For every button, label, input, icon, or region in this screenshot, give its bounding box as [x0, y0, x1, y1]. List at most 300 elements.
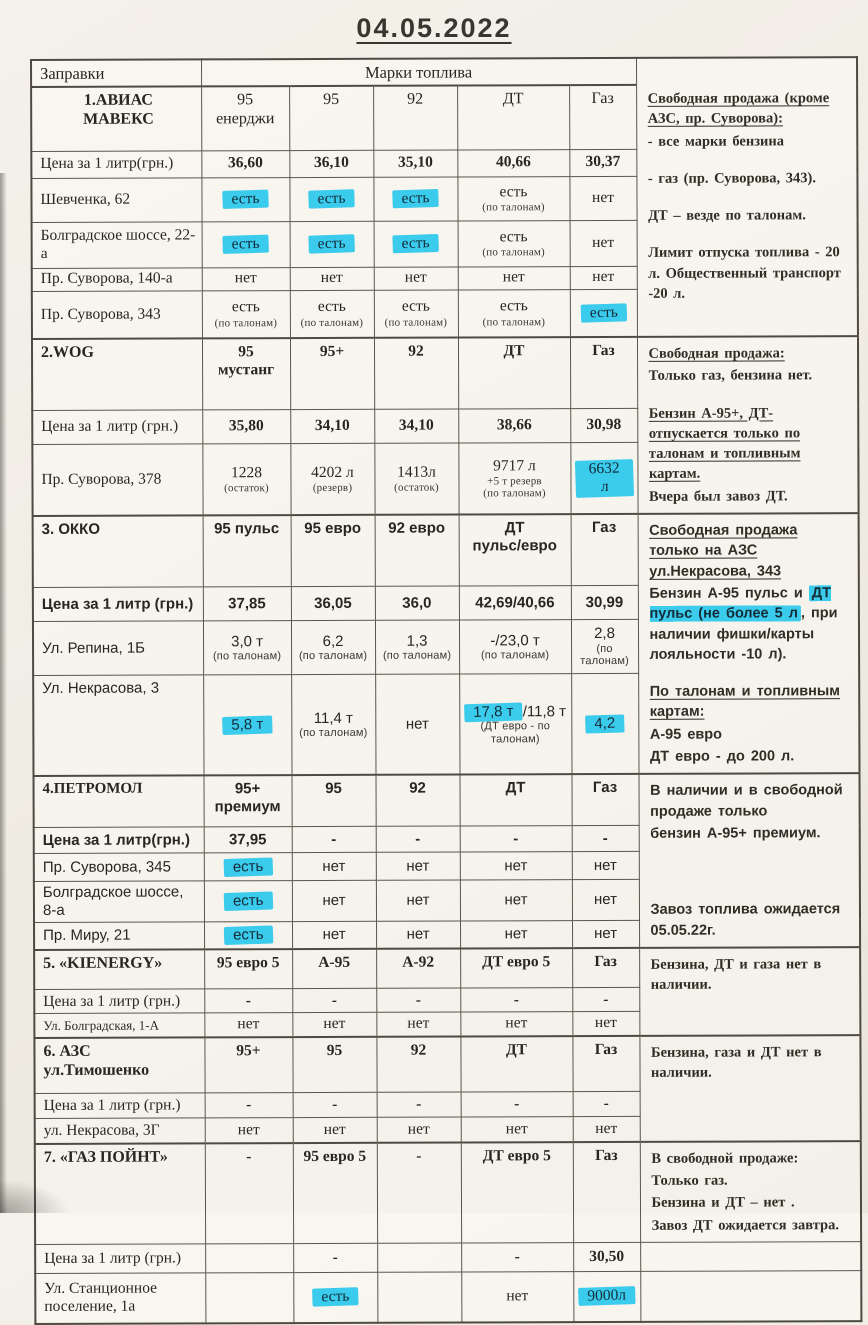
value-cell [458, 220, 570, 266]
cell-value [464, 857, 567, 875]
note-paragraph [650, 681, 851, 722]
cell-value [294, 154, 369, 173]
cell-value [380, 891, 455, 909]
cell-value [297, 1121, 372, 1140]
value-text: нет [323, 1015, 345, 1032]
note-paragraph [649, 403, 850, 485]
value-cell [292, 1013, 376, 1037]
cell-value [576, 891, 634, 909]
price-cell [457, 149, 569, 176]
station-cell: Шевченка, 62 [31, 177, 201, 222]
value-text: 9717 л [493, 457, 536, 474]
cell-subtext: (по талонам) [208, 650, 287, 663]
fuel-type-cell: ДТ [460, 1036, 572, 1092]
price-label: Цена за 1 литр (грн.) [32, 410, 202, 445]
cell-value [209, 992, 288, 1011]
price-cell [569, 149, 636, 176]
value-cell [292, 921, 376, 949]
value-text: - [603, 991, 608, 1008]
table-row [32, 336, 858, 410]
notes-petromol [639, 773, 861, 947]
cell-value [209, 1096, 288, 1115]
station-cell: Ул. Станционное поселение, 1а [35, 1273, 205, 1324]
station-cell: Пр. Суворова, 378 [32, 444, 202, 516]
highlighted-value: есть [392, 234, 439, 254]
notes-text [651, 1042, 852, 1083]
fuel-availability-table [30, 56, 862, 1324]
price-cell [373, 150, 457, 177]
note-span: бензин А-95+ премиум. [650, 825, 820, 842]
value-cell [376, 921, 460, 949]
value-text: 30,98 [586, 416, 621, 433]
fuel-type-cell: ДТ [458, 337, 570, 409]
value-cell [570, 289, 637, 337]
value-cell [376, 852, 460, 880]
value-text: 35,10 [398, 154, 433, 171]
notes-text [648, 343, 849, 507]
cell-value [379, 463, 454, 482]
cell-value [207, 595, 286, 613]
value-cell [461, 1117, 573, 1142]
table-row [35, 1141, 861, 1245]
value-cell [570, 443, 637, 515]
value-text: 30,99 [586, 594, 624, 611]
highlighted-value: есть [223, 891, 272, 910]
price-cell [460, 988, 572, 1012]
value-text: нет [408, 1121, 430, 1138]
value-cell [457, 176, 569, 220]
value-text: 36,0 [402, 594, 431, 611]
fuel-type-cell: Газ [572, 774, 639, 825]
notes-empty [640, 1271, 861, 1322]
price-cell [572, 988, 639, 1012]
price-cell [461, 1243, 573, 1272]
cell-value [577, 1120, 635, 1138]
highlighted-value: есть [224, 925, 273, 944]
fuel-type-cell: Газ [573, 1142, 640, 1243]
value-cell [374, 443, 458, 515]
cell-value [378, 234, 453, 253]
cell-value [464, 891, 567, 909]
cell-value [294, 298, 369, 317]
value-text: - [333, 1249, 338, 1266]
cell-value [464, 703, 567, 721]
cell-value [577, 1095, 635, 1113]
highlighted-value: 4,2 [585, 714, 624, 733]
cell-value [466, 1287, 569, 1306]
fuel-type-cell: 95 евро [291, 515, 375, 587]
price-label: Цена за 1 литр (грн.) [33, 587, 203, 621]
value-cell [290, 267, 374, 290]
value-text: 37,85 [228, 595, 266, 612]
value-cell [293, 1118, 377, 1143]
cell-subtext: (остаток) [207, 482, 286, 495]
table-row [35, 1242, 861, 1274]
scanned-document [0, 13, 868, 1213]
value-cell [461, 1272, 573, 1322]
price-cell [374, 409, 458, 444]
cell-value [574, 153, 632, 171]
cell-value [209, 1016, 288, 1035]
value-text: нет [504, 857, 527, 874]
price-cell [377, 1092, 461, 1117]
value-text: 1,3 [407, 632, 428, 649]
cell-value [207, 417, 286, 436]
cell-value [462, 268, 565, 287]
cell-value [207, 464, 286, 483]
value-cell [289, 177, 373, 221]
value-text: нет [407, 926, 430, 943]
notes-kienergy [639, 947, 860, 1036]
fuel-type-cell: 95+ [204, 1037, 292, 1093]
table-row [33, 513, 859, 588]
cell-value [295, 417, 370, 436]
note-span: ДТ евро - до 200 л. [650, 748, 794, 765]
value-cell [292, 853, 376, 881]
cell-value [380, 830, 455, 848]
notes-avias [636, 57, 858, 337]
cell-subtext: (по талонам) [294, 317, 369, 330]
value-text: - [603, 830, 608, 847]
value-cell [377, 1117, 461, 1142]
cell-value [465, 1120, 568, 1139]
value-text: 34,10 [399, 417, 434, 434]
value-text: нет [406, 892, 429, 909]
notes-text [651, 1148, 852, 1236]
value-text: есть [402, 298, 430, 315]
price-cell [292, 989, 376, 1013]
note-span: Бензина, газа и ДТ нет в наличии. [651, 1044, 822, 1081]
value-text: 6,2 [323, 632, 344, 649]
cell-value [209, 926, 288, 944]
fuel-type-cell: А-92 [376, 948, 460, 988]
value-cell [374, 221, 458, 267]
value-text: 2,8 [594, 625, 615, 642]
value-cell [376, 1012, 460, 1036]
cell-subtext: (резерв) [295, 482, 370, 495]
note-paragraph [649, 486, 850, 507]
cell-value [464, 830, 567, 848]
note-span: Лимит отпуска топлива - 20 л. Общественный транспорт -20 л. [648, 245, 841, 302]
value-text: нет [592, 234, 614, 251]
station-cell: Ул. Некрасова, 3 [33, 675, 203, 776]
value-text: нет [594, 925, 617, 942]
fuel-type-cell: 95 пульс [203, 515, 291, 587]
cell-subtext: (по талонам) [576, 643, 634, 668]
price-label: Цена за 1 литр (грн.) [34, 989, 204, 1014]
value-text: нет [505, 1015, 527, 1032]
fuel-type-cell: ДТ [460, 774, 572, 825]
cell-value [297, 926, 372, 944]
value-cell [201, 177, 289, 221]
section-title: 7. «ГАЗ ПОЙНТ» [35, 1143, 205, 1244]
fuel-type-cell: Газ [571, 514, 638, 586]
price-cell [201, 150, 289, 177]
cell-value [380, 857, 455, 875]
highlighted-value: 5,8 т [222, 715, 272, 734]
cell-value [208, 892, 287, 910]
price-cell [290, 409, 374, 444]
note-span: Бензина и ДТ – нет . [651, 1195, 794, 1211]
value-text: - [246, 992, 251, 1009]
section-title: 2.WOG [32, 338, 202, 410]
notes-text [650, 780, 851, 940]
table-row [34, 773, 860, 827]
value-cell [373, 177, 457, 221]
note-span: Только газ, бензина нет. [649, 368, 813, 385]
price-cell [291, 587, 375, 621]
price-cell [570, 408, 637, 443]
highlighted-value: есть [392, 189, 439, 209]
station-cell: Ул. Болградская, 1-А [34, 1013, 204, 1038]
price-label: Цена за 1 литр(грн.) [31, 150, 201, 178]
fuel-type-cell: 95 евро 5 [204, 949, 292, 989]
cell-value [381, 1120, 456, 1139]
notes-wog [637, 336, 859, 514]
value-cell [204, 853, 292, 881]
fuel-type-cell: Газ [570, 337, 637, 409]
value-cell [202, 221, 290, 267]
value-cell [374, 267, 458, 290]
value-cell [202, 267, 290, 290]
value-text: есть [499, 183, 527, 200]
stations-header: Заправки [31, 59, 201, 87]
price-cell [293, 1243, 377, 1272]
value-text: 4202 л [311, 464, 354, 481]
cell-value [295, 464, 370, 483]
highlighted-value: есть [580, 303, 627, 323]
value-text: есть [500, 228, 528, 245]
value-text: нет [323, 926, 346, 943]
section-title: 3. ОККО [33, 515, 203, 587]
value-cell [460, 852, 572, 880]
value-cell [374, 290, 458, 338]
note-span: ДТ – везде по талонам. [648, 207, 806, 224]
price-cell [292, 826, 376, 853]
price-cell [572, 825, 639, 852]
value-cell [291, 675, 375, 776]
cell-value [294, 235, 369, 254]
cell-value [465, 1015, 568, 1034]
note-paragraph [652, 1215, 853, 1236]
value-text: 35,80 [229, 418, 264, 435]
value-text: -/23,0 т [490, 632, 539, 649]
value-text: 11,4 т [314, 710, 353, 727]
value-text: нет [592, 268, 614, 285]
cell-value [295, 595, 370, 613]
value-text: нет [505, 925, 528, 942]
value-cell [204, 881, 292, 922]
value-cell [458, 266, 570, 289]
value-text: - [604, 1095, 609, 1112]
note-span: - газ (пр. Суворова, 343). [648, 170, 816, 187]
cell-value [578, 1287, 636, 1305]
cell-subtext: (остаток) [379, 482, 454, 495]
fuel-type-cell: 92 [373, 86, 457, 150]
notes-text [648, 88, 849, 304]
value-cell [460, 880, 572, 921]
value-cell [204, 1013, 292, 1037]
note-paragraph [648, 343, 849, 364]
fuel-type-cell: Газ [572, 948, 639, 988]
value-text: - [332, 1096, 337, 1113]
value-text: есть [500, 298, 528, 315]
cell-value [297, 1015, 372, 1034]
cell-value [296, 632, 371, 650]
cell-subtext: (по талонам) [462, 246, 565, 259]
highlighted-value: 9000л [578, 1286, 635, 1306]
cell-value [576, 857, 634, 875]
fuels-header: Марки топлива [201, 58, 636, 87]
note-paragraph [651, 954, 852, 995]
fuel-type-cell: 92 [376, 1036, 460, 1092]
value-cell [290, 290, 374, 338]
note-paragraph [650, 724, 851, 745]
value-cell [292, 880, 376, 921]
cell-value [294, 190, 369, 209]
value-text: 30,37 [585, 153, 620, 170]
value-cell [569, 176, 636, 220]
cell-subtext: (по талонам) [380, 650, 455, 663]
cell-value [206, 235, 285, 254]
notes-okko [638, 513, 860, 774]
note-paragraph [650, 746, 851, 767]
cell-value [575, 594, 633, 612]
value-cell [202, 290, 290, 338]
value-cell [571, 674, 638, 775]
value-text: 1228 [231, 464, 262, 481]
price-cell [289, 150, 373, 177]
price-cell [205, 1244, 293, 1273]
fuel-type-cell: ДТ евро 5 [460, 948, 572, 988]
value-cell [572, 1012, 639, 1036]
note-paragraph [651, 1170, 852, 1191]
fuel-type-cell: 95+ премиум [204, 775, 292, 826]
value-text: нет [595, 1120, 617, 1137]
value-cell [570, 266, 637, 289]
cell-value [206, 299, 285, 318]
value-text: нет [592, 189, 614, 206]
value-text: - [415, 830, 420, 847]
note-span: , при наличии фишки/карты лояльности -10 л). [649, 605, 837, 662]
price-label: Цена за 1 литр(грн.) [34, 827, 204, 854]
value-text: - [515, 1248, 520, 1265]
fuel-type-cell: 95 енерджи [201, 86, 289, 150]
cell-value [575, 625, 633, 643]
value-cell [375, 674, 459, 775]
station-cell: Пр. Миру, 21 [34, 922, 204, 950]
table-row [31, 57, 857, 87]
fuel-type-cell: 95 [289, 86, 373, 150]
station-cell: Пр. Суворова, 343 [32, 290, 202, 339]
notes-empty [640, 1242, 861, 1272]
note-paragraph [651, 1148, 852, 1169]
fuel-type-cell: ДТ [457, 85, 569, 149]
value-text: 42,69/40,66 [475, 594, 554, 611]
note-paragraph [649, 520, 850, 582]
note-paragraph [651, 1042, 852, 1083]
value-cell [571, 619, 638, 673]
fuel-type-cell: - [205, 1143, 293, 1244]
value-cell [290, 444, 374, 516]
value-text: 37,95 [229, 831, 267, 848]
price-cell [571, 586, 638, 620]
cell-value [208, 858, 287, 876]
highlighted-value: есть [223, 857, 272, 876]
value-cell [205, 1273, 293, 1323]
note-paragraph [649, 583, 850, 665]
value-text: нет [324, 1121, 346, 1138]
cell-value [463, 457, 566, 476]
cell-value [577, 1014, 635, 1032]
value-text: нет [406, 716, 429, 733]
cell-value [378, 269, 453, 288]
highlighted-value: есть [222, 189, 269, 209]
cell-value [380, 715, 455, 733]
cell-value [208, 831, 287, 849]
cell-subtext: (по талонам) [378, 316, 453, 329]
note-span: В свободной продаже: [651, 1150, 798, 1167]
value-cell [459, 674, 571, 775]
value-text: - [331, 831, 336, 848]
price-cell [204, 989, 292, 1013]
cell-value [575, 416, 633, 434]
note-paragraph [650, 899, 851, 940]
value-text: нет [237, 1016, 259, 1033]
value-text: /11,8 т [523, 703, 566, 720]
value-cell [291, 620, 375, 675]
value-text: нет [235, 270, 257, 287]
cell-value [465, 991, 568, 1010]
note-underlined: Свободная продажа: [649, 345, 785, 361]
price-cell [377, 1243, 461, 1272]
cell-value [378, 154, 453, 173]
cell-value [465, 925, 568, 943]
cell-value [463, 594, 566, 612]
cell-value [294, 269, 369, 288]
cell-value [576, 830, 634, 848]
price-cell [205, 1093, 293, 1118]
note-span: Вчера был завоз ДТ. [649, 488, 788, 504]
note-span: Бензина, ДТ и газа нет в наличии. [651, 956, 822, 993]
station-cell: Ул. Репина, 1Б [33, 621, 203, 676]
price-cell [573, 1092, 640, 1117]
value-cell [572, 879, 639, 920]
note-paragraph [648, 205, 849, 226]
note-span: Завоз ДТ ожидается завтра. [652, 1217, 839, 1234]
value-cell [203, 621, 291, 676]
value-text: нет [238, 1121, 260, 1138]
value-cell [573, 1117, 640, 1142]
highlighted-value: 17,8 т [464, 702, 523, 722]
note-span: Завоз топлива ожидается 05.05.22г. [650, 901, 840, 938]
cell-value [463, 417, 566, 436]
highlighted-value: 6632 л [574, 459, 633, 497]
note-underlined: Бензин А-95+, ДТ- отпускается только по талонам и топливным картам. [649, 405, 801, 482]
cell-subtext: (по талонам) [296, 650, 371, 663]
price-cell [458, 408, 570, 443]
notes-gazpoint [640, 1141, 861, 1242]
value-cell [573, 1271, 640, 1321]
cell-value [208, 633, 287, 651]
cell-subtext: (по талонам) [462, 316, 565, 329]
section-title: 1.АВИАС МАВЕКС [31, 86, 201, 151]
value-text: нет [321, 269, 343, 286]
cell-value [381, 1096, 456, 1115]
value-cell [202, 444, 290, 516]
value-cell [204, 921, 292, 949]
price-cell [461, 1092, 573, 1117]
